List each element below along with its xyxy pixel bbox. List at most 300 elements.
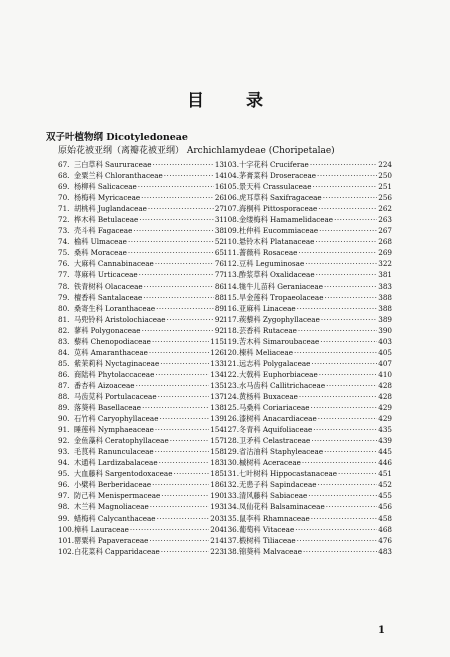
- dot-leader: [311, 358, 377, 369]
- dot-leader: [323, 192, 378, 203]
- entry-number: 73.: [58, 226, 70, 236]
- entry-number: 93.: [58, 447, 70, 457]
- class-heading: 双子叶植物纲 Dicotyledoneae: [46, 132, 188, 143]
- entry-page-number: 65: [214, 248, 224, 258]
- dot-leader: [149, 535, 209, 546]
- entry-family-name: 铁青树科 Olacaceae: [74, 281, 143, 291]
- toc-entry: [223, 336, 392, 347]
- entry-number: 72.: [58, 215, 70, 225]
- entry-page-number: 183: [210, 458, 224, 468]
- dot-leader: [317, 170, 377, 181]
- dot-leader: [338, 468, 377, 479]
- entry-page-number: 154: [210, 425, 224, 435]
- entry-page-number: 14: [214, 171, 224, 181]
- entry-family-name: 省沽油科 Staphyleaceae: [239, 447, 324, 457]
- entry-family-name: 木兰科 Magnoliaceae: [74, 502, 149, 512]
- entry-number: 115.: [223, 292, 240, 302]
- entry-number: 124.: [223, 391, 240, 401]
- entry-number: 125.: [223, 403, 240, 413]
- entry-number: 102.: [58, 546, 75, 556]
- entry-family-name: 椴树科 Tiliaceae: [239, 535, 296, 545]
- toc-entry: [58, 380, 224, 391]
- entry-family-name: 旱金莲科 Tropaeolaceae: [239, 292, 324, 302]
- dot-leader: [305, 258, 377, 269]
- entry-family-name: 紫茉莉科 Nyctaginaceae: [74, 358, 160, 368]
- entry-number: 78.: [58, 281, 70, 291]
- entry-page-number: 262: [378, 204, 392, 214]
- entry-family-name: 十字花科 Cruciferae: [239, 160, 309, 169]
- entry-number: 137.: [223, 535, 240, 545]
- entry-page-number: 476: [378, 535, 392, 545]
- toc-entry: [58, 314, 224, 325]
- entry-page-number: 456: [378, 502, 392, 512]
- entry-page-number: 455: [378, 491, 392, 501]
- entry-family-name: 杨梅科 Myricaceae: [74, 193, 141, 203]
- entry-family-name: 鼠李科 Rhamnaceae: [239, 513, 310, 523]
- toc-entry: [58, 336, 224, 347]
- entry-page-number: 403: [378, 336, 392, 346]
- entry-page-number: 157: [210, 436, 224, 446]
- entry-page-number: 468: [378, 524, 392, 534]
- toc-entry: [58, 170, 224, 181]
- toc-entry: [223, 325, 392, 336]
- dot-leader: [155, 258, 214, 269]
- entry-page-number: 451: [378, 469, 392, 479]
- entry-page-number: 428: [378, 391, 392, 401]
- entry-page-number: 203: [210, 513, 224, 523]
- entry-number: 117.: [223, 314, 240, 324]
- entry-page-number: 86: [214, 281, 224, 291]
- toc-entry: [223, 159, 392, 170]
- entry-page-number: 251: [378, 182, 392, 192]
- toc-entry: [223, 258, 392, 269]
- entry-page-number: 190: [210, 491, 224, 501]
- entry-family-name: 卫矛科 Celastraceae: [239, 436, 311, 446]
- toc-entry: [223, 303, 392, 314]
- entry-family-name: 杜仲科 Eucommiaceae: [239, 226, 319, 236]
- entry-number: 120.: [223, 347, 240, 357]
- entry-family-name: 马桑科 Coriariaceae: [239, 403, 310, 413]
- entry-page-number: 269: [378, 248, 392, 258]
- entry-family-name: 壳斗科 Fagaceae: [74, 226, 133, 236]
- dot-leader: [150, 501, 210, 512]
- entry-number: 88.: [58, 391, 70, 401]
- entry-number: 92.: [58, 436, 70, 446]
- dot-leader: [133, 225, 214, 236]
- entry-number: 105.: [223, 182, 240, 192]
- entry-number: 84.: [58, 347, 70, 357]
- toc-entry: [58, 258, 224, 269]
- entry-page-number: 158: [210, 447, 224, 457]
- entry-number: 135.: [223, 513, 240, 523]
- entry-page-number: 133: [210, 358, 224, 368]
- entry-page-number: 89: [214, 303, 224, 313]
- entry-family-name: 檀香科 Santalaceae: [74, 292, 143, 302]
- entry-number: 126.: [223, 414, 240, 424]
- entry-number: 129.: [223, 447, 240, 457]
- toc-entry: [223, 524, 392, 535]
- dot-leader: [128, 236, 214, 247]
- toc-entry: [58, 402, 224, 413]
- entry-number: 74.: [58, 237, 70, 247]
- entry-page-number: 452: [378, 480, 392, 490]
- entry-family-name: 蔷薇科 Rosaceae: [239, 248, 298, 258]
- entry-number: 91.: [58, 425, 70, 435]
- entry-number: 69.: [58, 182, 70, 192]
- entry-family-name: 桑科 Moraceae: [74, 248, 127, 258]
- toc-entry: [58, 303, 224, 314]
- entry-page-number: 88: [214, 292, 224, 302]
- toc-entry: [223, 501, 392, 512]
- dot-leader: [298, 247, 377, 258]
- dot-leader: [298, 325, 377, 336]
- dot-leader: [324, 281, 377, 292]
- toc-entry: [58, 225, 224, 236]
- entry-page-number: 52: [214, 237, 224, 247]
- entry-page-number: 256: [378, 193, 392, 203]
- entry-family-name: 马齿苋科 Portulacaceae: [74, 391, 157, 401]
- toc-entry: [223, 435, 392, 446]
- toc-entry: [58, 535, 224, 546]
- entry-page-number: 388: [378, 292, 392, 302]
- dot-leader: [158, 391, 210, 402]
- toc-entry: [223, 424, 392, 435]
- toc-entry: [223, 170, 392, 181]
- entry-number: 134.: [223, 502, 240, 512]
- entry-family-name: 蒺藜科 Zygophyllaceae: [239, 314, 320, 324]
- dot-leader: [167, 314, 214, 325]
- dot-leader: [139, 269, 214, 280]
- entry-page-number: 16: [214, 182, 224, 192]
- entry-family-name: 番杏科 Aizoaceae: [74, 380, 135, 390]
- entry-family-name: 马兜铃科 Aristolochiaceae: [74, 314, 166, 324]
- entry-page-number: 446: [378, 458, 392, 468]
- entry-family-name: 金粟兰科 Chloranthaceae: [74, 171, 163, 181]
- entry-number: 98.: [58, 502, 70, 512]
- entry-number: 136.: [223, 524, 240, 534]
- entry-number: 99.: [58, 513, 70, 523]
- entry-number: 138.: [223, 546, 240, 556]
- dot-leader: [324, 292, 377, 303]
- toc-entry: [58, 391, 224, 402]
- entry-page-number: 186: [210, 480, 224, 490]
- toc-entry: [58, 214, 224, 225]
- dot-leader: [297, 303, 378, 314]
- dot-leader: [303, 546, 377, 557]
- toc-entry: [223, 490, 392, 501]
- entry-page-number: 435: [378, 425, 392, 435]
- dot-leader: [313, 424, 377, 435]
- entry-page-number: 250: [378, 171, 392, 181]
- entry-number: 123.: [223, 380, 240, 390]
- entry-number: 87.: [58, 380, 70, 390]
- entry-page-number: 76: [214, 259, 224, 269]
- entry-family-name: 清风藤科 Sabiaceae: [239, 491, 308, 501]
- toc-entry: [58, 435, 224, 446]
- entry-page-number: 224: [378, 160, 392, 169]
- entry-number: 85.: [58, 358, 70, 368]
- entry-page-number: 388: [378, 303, 392, 313]
- dot-leader: [144, 281, 214, 292]
- toc-entry: [58, 413, 224, 424]
- entry-number: 110.: [223, 237, 240, 247]
- dot-leader: [148, 203, 214, 214]
- entry-page-number: 38: [214, 226, 224, 236]
- dot-leader: [299, 391, 377, 402]
- entry-number: 104.: [223, 171, 240, 181]
- entry-family-name: 小檗科 Berberidaceae: [74, 480, 152, 490]
- entry-page-number: 445: [378, 447, 392, 457]
- toc-entry: [223, 380, 392, 391]
- entry-page-number: 410: [378, 369, 392, 379]
- entry-family-name: 藜科 Chenopodiaceae: [74, 336, 151, 346]
- entry-family-name: 冬青科 Aquifoliaceae: [239, 425, 313, 435]
- entry-family-name: 黄杨科 Buxaceae: [239, 391, 298, 401]
- entry-page-number: 429: [378, 414, 392, 424]
- dot-leader: [318, 413, 378, 424]
- entry-number: 103.: [223, 160, 240, 169]
- dot-leader: [152, 336, 209, 347]
- entry-number: 89.: [58, 403, 70, 413]
- toc-entry: [58, 513, 224, 524]
- toc-entry: [223, 225, 392, 236]
- dot-leader: [311, 402, 378, 413]
- dot-leader: [320, 336, 377, 347]
- entry-page-number: 483: [378, 546, 392, 556]
- toc-entry: [223, 247, 392, 258]
- dot-leader: [157, 513, 210, 524]
- dot-leader: [334, 214, 377, 225]
- entry-family-name: 石竹科 Caryophyllaceae: [74, 414, 159, 424]
- dot-leader: [164, 170, 214, 181]
- toc-entry: [58, 159, 224, 170]
- entry-family-name: 金缕梅科 Hamamelidaceae: [239, 215, 334, 225]
- entry-family-name: 槭树科 Aceraceae: [239, 458, 301, 468]
- entry-page-number: 458: [378, 513, 392, 523]
- dot-leader: [159, 457, 210, 468]
- entry-number: 121.: [223, 358, 240, 368]
- entry-family-name: 木通科 Lardizabalaceae: [74, 458, 158, 468]
- entry-number: 133.: [223, 491, 240, 501]
- entry-page-number: 389: [378, 314, 392, 324]
- entry-page-number: 405: [378, 347, 392, 357]
- entry-family-name: 落葵科 Basellaceae: [74, 403, 142, 413]
- toc-entry: [223, 369, 392, 380]
- dot-leader: [128, 247, 214, 258]
- entry-page-number: 137: [210, 391, 224, 401]
- entry-family-name: 大戟科 Euphorbiaceae: [239, 369, 318, 379]
- entry-number: 127.: [223, 425, 240, 435]
- dot-leader: [149, 347, 209, 358]
- toc-entry: [58, 236, 224, 247]
- toc-entry: [58, 468, 224, 479]
- entry-number: 68.: [58, 171, 70, 181]
- entry-number: 97.: [58, 491, 70, 501]
- entry-number: 119.: [223, 336, 240, 346]
- entry-page-number: 27: [214, 204, 224, 214]
- dot-leader: [312, 181, 377, 192]
- entry-number: 106.: [223, 193, 240, 203]
- entry-family-name: 罂粟科 Papaveraceae: [74, 535, 149, 545]
- entry-family-name: 杨柳科 Salicaceae: [74, 182, 137, 192]
- entry-family-name: 榆科 Ulmaceae: [74, 237, 127, 247]
- entry-family-name: 桑寄生科 Loranthaceae: [74, 303, 156, 313]
- entry-number: 100.: [58, 524, 75, 534]
- dot-leader: [321, 314, 377, 325]
- entry-number: 76.: [58, 259, 70, 269]
- dot-leader: [143, 292, 214, 303]
- entry-page-number: 135: [210, 380, 224, 390]
- dot-leader: [138, 181, 214, 192]
- entry-family-name: 苋科 Amaranthaceae: [74, 347, 148, 357]
- entry-number: 67.: [58, 160, 70, 169]
- entry-number: 96.: [58, 480, 70, 490]
- dot-leader: [295, 524, 377, 535]
- toc-entry: [58, 446, 224, 457]
- dot-leader: [142, 325, 214, 336]
- entry-number: 108.: [223, 215, 240, 225]
- dot-leader: [319, 225, 377, 236]
- entry-page-number: 13: [214, 160, 224, 169]
- toc-entry: [223, 446, 392, 457]
- toc-entry: [58, 424, 224, 435]
- entry-page-number: 138: [210, 403, 224, 413]
- entry-number: 70.: [58, 193, 70, 203]
- subclass-heading: 原始花被亚纲（离瓣花被亚纲） Archichlamydeae (Choripetalae): [58, 146, 335, 156]
- entry-number: 111.: [223, 248, 240, 258]
- dot-leader: [170, 435, 210, 446]
- toc-entry: [58, 347, 224, 358]
- entry-number: 82.: [58, 325, 70, 335]
- entry-number: 71.: [58, 204, 70, 214]
- entry-page-number: 214: [210, 535, 224, 545]
- page-number: 1: [378, 625, 385, 636]
- dot-leader: [311, 435, 377, 446]
- entry-page-number: 92: [214, 314, 224, 324]
- dot-leader: [308, 490, 377, 501]
- dot-leader: [324, 446, 377, 457]
- entry-family-name: 防己科 Menispermaceae: [74, 491, 161, 501]
- entry-family-name: 悬铃木科 Platanaceae: [239, 237, 315, 247]
- toc-entry: [58, 292, 224, 303]
- toc-entry: [58, 479, 224, 490]
- toc-entry: [223, 479, 392, 490]
- toc-entry: [223, 347, 392, 358]
- entry-family-name: 漆树科 Anacardiaceae: [239, 414, 317, 424]
- entry-page-number: 126: [210, 347, 224, 357]
- entry-family-name: 无患子科 Sapindaceae: [239, 480, 317, 490]
- entry-page-number: 193: [210, 502, 224, 512]
- toc-entry: [58, 269, 224, 280]
- entry-page-number: 322: [378, 259, 392, 269]
- entry-page-number: 134: [210, 369, 224, 379]
- entry-number: 77.: [58, 270, 70, 280]
- entry-page-number: 139: [210, 414, 224, 424]
- entry-number: 130.: [223, 458, 240, 468]
- entry-family-name: 景天科 Crassulaceae: [239, 182, 312, 192]
- toc-entry: [223, 358, 392, 369]
- dot-leader: [161, 490, 209, 501]
- entry-number: 75.: [58, 248, 70, 258]
- entry-number: 81.: [58, 314, 70, 324]
- toc-entry: [223, 236, 392, 247]
- entry-number: 80.: [58, 303, 70, 313]
- entry-page-number: 31: [214, 215, 224, 225]
- entry-family-name: 锦葵科 Malvaceae: [239, 546, 302, 556]
- entry-family-name: 白花菜科 Capparidaceae: [74, 546, 160, 556]
- entry-page-number: 381: [378, 270, 392, 280]
- entry-number: 128.: [223, 436, 240, 446]
- entry-family-name: 金鱼藻科 Ceratophyllaceae: [74, 436, 169, 446]
- dot-leader: [155, 424, 209, 435]
- entry-page-number: 268: [378, 237, 392, 247]
- entry-number: 112.: [223, 259, 240, 269]
- entry-page-number: 185: [210, 469, 224, 479]
- toc-entry: [58, 369, 224, 380]
- dot-leader: [302, 457, 377, 468]
- entry-number: 131.: [223, 469, 240, 479]
- entry-page-number: 204: [210, 524, 224, 534]
- entry-page-number: 383: [378, 281, 392, 291]
- toc-entry: [223, 535, 392, 546]
- toc-entry: [223, 546, 392, 557]
- entry-number: 107.: [223, 204, 240, 214]
- toc-entry: [223, 214, 392, 225]
- dot-leader: [159, 413, 209, 424]
- entry-number: 109.: [223, 226, 240, 236]
- toc-entry: [223, 468, 392, 479]
- toc-column-right: [223, 159, 392, 557]
- entry-page-number: 77: [214, 270, 224, 280]
- entry-number: 94.: [58, 458, 70, 468]
- entry-page-number: 263: [378, 215, 392, 225]
- entry-family-name: 亚麻科 Linaceae: [239, 303, 296, 313]
- entry-family-name: 远志科 Polygalaceae: [239, 358, 311, 368]
- entry-family-name: 芸香科 Rutaceae: [239, 325, 297, 335]
- toc-entry: [223, 402, 392, 413]
- dot-leader: [152, 159, 213, 170]
- entry-family-name: 楝科 Meliaceae: [239, 347, 293, 357]
- entry-number: 79.: [58, 292, 70, 302]
- entry-family-name: 水马齿科 Callitrichaceae: [239, 380, 326, 390]
- toc-entry: [58, 524, 224, 535]
- entry-family-name: 酢浆草科 Oxalidaceae: [239, 270, 315, 280]
- entry-family-name: 七叶树科 Hippocastanaceae: [239, 469, 338, 479]
- toc-entry: [223, 269, 392, 280]
- entry-family-name: 商陆科 Phytolaccaceae: [74, 369, 155, 379]
- toc-entry: [223, 314, 392, 325]
- toc-entry: [223, 391, 392, 402]
- entry-page-number: 26: [214, 193, 224, 203]
- toc-entry: [58, 203, 224, 214]
- dot-leader: [326, 380, 377, 391]
- toc-entry: [58, 325, 224, 336]
- entry-family-name: 海桐科 Pittosporaceae: [239, 204, 318, 214]
- entry-family-name: 蓼科 Polygonaceae: [74, 325, 141, 335]
- toc-entry: [58, 490, 224, 501]
- toc-entry: [58, 546, 224, 557]
- entry-number: 118.: [223, 325, 240, 335]
- dot-leader: [317, 479, 377, 490]
- entry-number: 90.: [58, 414, 70, 424]
- entry-family-name: 凤仙花科 Balsaminaceae: [239, 502, 325, 512]
- dot-leader: [155, 369, 209, 380]
- toc-entry: [223, 457, 392, 468]
- toc-entry: [223, 281, 392, 292]
- entry-number: 132.: [223, 480, 240, 490]
- toc-entry: [58, 247, 224, 258]
- dot-leader: [318, 203, 377, 214]
